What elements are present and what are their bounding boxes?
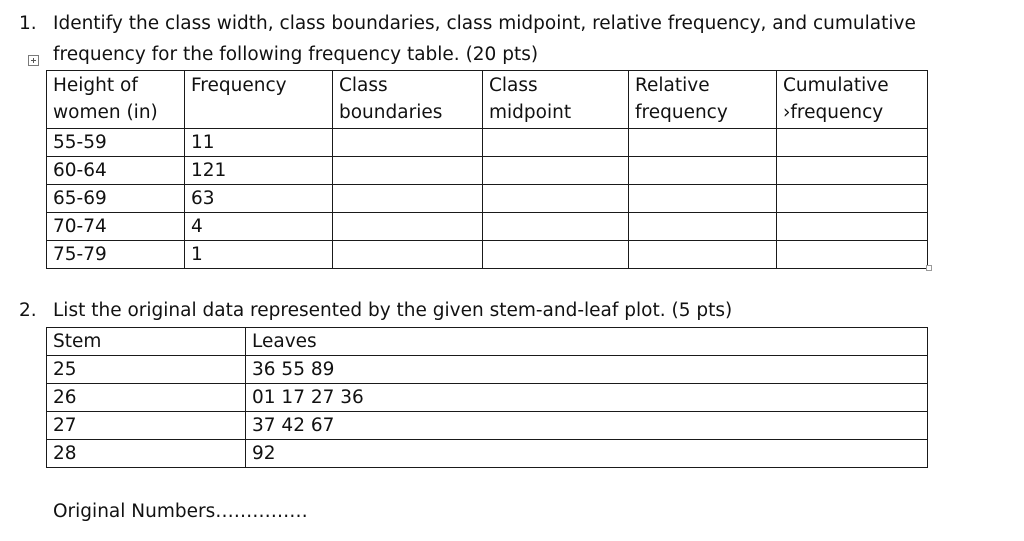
- stem-leaf-header-row: [47, 328, 928, 356]
- table-cell[interactable]: [483, 213, 629, 241]
- table-cell[interactable]: [629, 129, 777, 157]
- stem-cell[interactable]: 28: [47, 440, 246, 468]
- table-cell[interactable]: 63: [185, 185, 333, 213]
- table-row: [47, 129, 928, 157]
- header-class-midpoint[interactable]: Class midpoint: [483, 71, 629, 129]
- question-1-text-line-2: frequency for the following frequency table. (20 pts): [53, 44, 539, 65]
- table-cell[interactable]: [777, 213, 928, 241]
- table-cell[interactable]: [777, 241, 928, 269]
- table-cell[interactable]: [777, 157, 928, 185]
- header-stem[interactable]: Stem: [47, 328, 246, 356]
- table-cell[interactable]: [629, 241, 777, 269]
- stem-cell[interactable]: 26: [47, 384, 246, 412]
- table-cell[interactable]: [629, 185, 777, 213]
- table-row: [47, 384, 928, 412]
- resize-handle-icon[interactable]: [926, 265, 932, 271]
- table-cell[interactable]: [777, 185, 928, 213]
- table-cell[interactable]: 11: [185, 129, 333, 157]
- header-height-of-women[interactable]: Height of women (in): [47, 71, 185, 129]
- question-2-text: List the original data represented by the given stem-and-leaf plot. (5 pts): [53, 300, 733, 321]
- table-row: [47, 157, 928, 185]
- question-1-number: 1.: [19, 13, 37, 34]
- leaves-cell[interactable]: 92: [246, 440, 928, 468]
- table-cell[interactable]: 1: [185, 241, 333, 269]
- table-cell[interactable]: [333, 157, 483, 185]
- leaves-cell[interactable]: 37 42 67: [246, 412, 928, 440]
- table-cell[interactable]: [483, 185, 629, 213]
- table-cell[interactable]: 70-74: [47, 213, 185, 241]
- table-cell[interactable]: [333, 185, 483, 213]
- table-row: [47, 356, 928, 384]
- leaves-cell[interactable]: 36 55 89: [246, 356, 928, 384]
- header-cumulative-frequency[interactable]: Cumulative ›frequency: [777, 71, 928, 129]
- table-cell[interactable]: 121: [185, 157, 333, 185]
- frequency-table-header-row: [47, 71, 928, 129]
- table-cell[interactable]: [629, 157, 777, 185]
- table-cell[interactable]: 60-64: [47, 157, 185, 185]
- table-row: [47, 440, 928, 468]
- table-row: [47, 241, 928, 269]
- table-cell[interactable]: [333, 241, 483, 269]
- table-cell[interactable]: 75-79: [47, 241, 185, 269]
- table-cell[interactable]: 55-59: [47, 129, 185, 157]
- header-class-boundaries[interactable]: Class boundaries: [333, 71, 483, 129]
- table-cell[interactable]: [333, 213, 483, 241]
- table-cell[interactable]: 65-69: [47, 185, 185, 213]
- question-2-number: 2.: [19, 300, 37, 321]
- stem-leaf-table: [46, 327, 928, 468]
- plus-move-icon[interactable]: [28, 55, 39, 66]
- table-cell[interactable]: [777, 129, 928, 157]
- question-1-text-line-1: Identify the class width, class boundaries, class midpoint, relative frequency, and cumulative: [53, 13, 916, 34]
- table-row: [47, 185, 928, 213]
- frequency-table: [46, 70, 928, 269]
- table-cell[interactable]: [483, 241, 629, 269]
- table-row: [47, 213, 928, 241]
- table-cell[interactable]: [629, 213, 777, 241]
- table-cell[interactable]: [333, 129, 483, 157]
- leaves-cell[interactable]: 01 17 27 36: [246, 384, 928, 412]
- table-cell[interactable]: [483, 129, 629, 157]
- stem-cell[interactable]: 25: [47, 356, 246, 384]
- table-cell[interactable]: [483, 157, 629, 185]
- table-row: [47, 412, 928, 440]
- header-frequency[interactable]: Frequency: [185, 71, 333, 129]
- header-relative-frequency[interactable]: Relative frequency: [629, 71, 777, 129]
- table-cell[interactable]: 4: [185, 213, 333, 241]
- header-leaves[interactable]: Leaves: [246, 328, 928, 356]
- original-numbers-label: Original Numbers……………: [53, 501, 308, 522]
- stem-cell[interactable]: 27: [47, 412, 246, 440]
